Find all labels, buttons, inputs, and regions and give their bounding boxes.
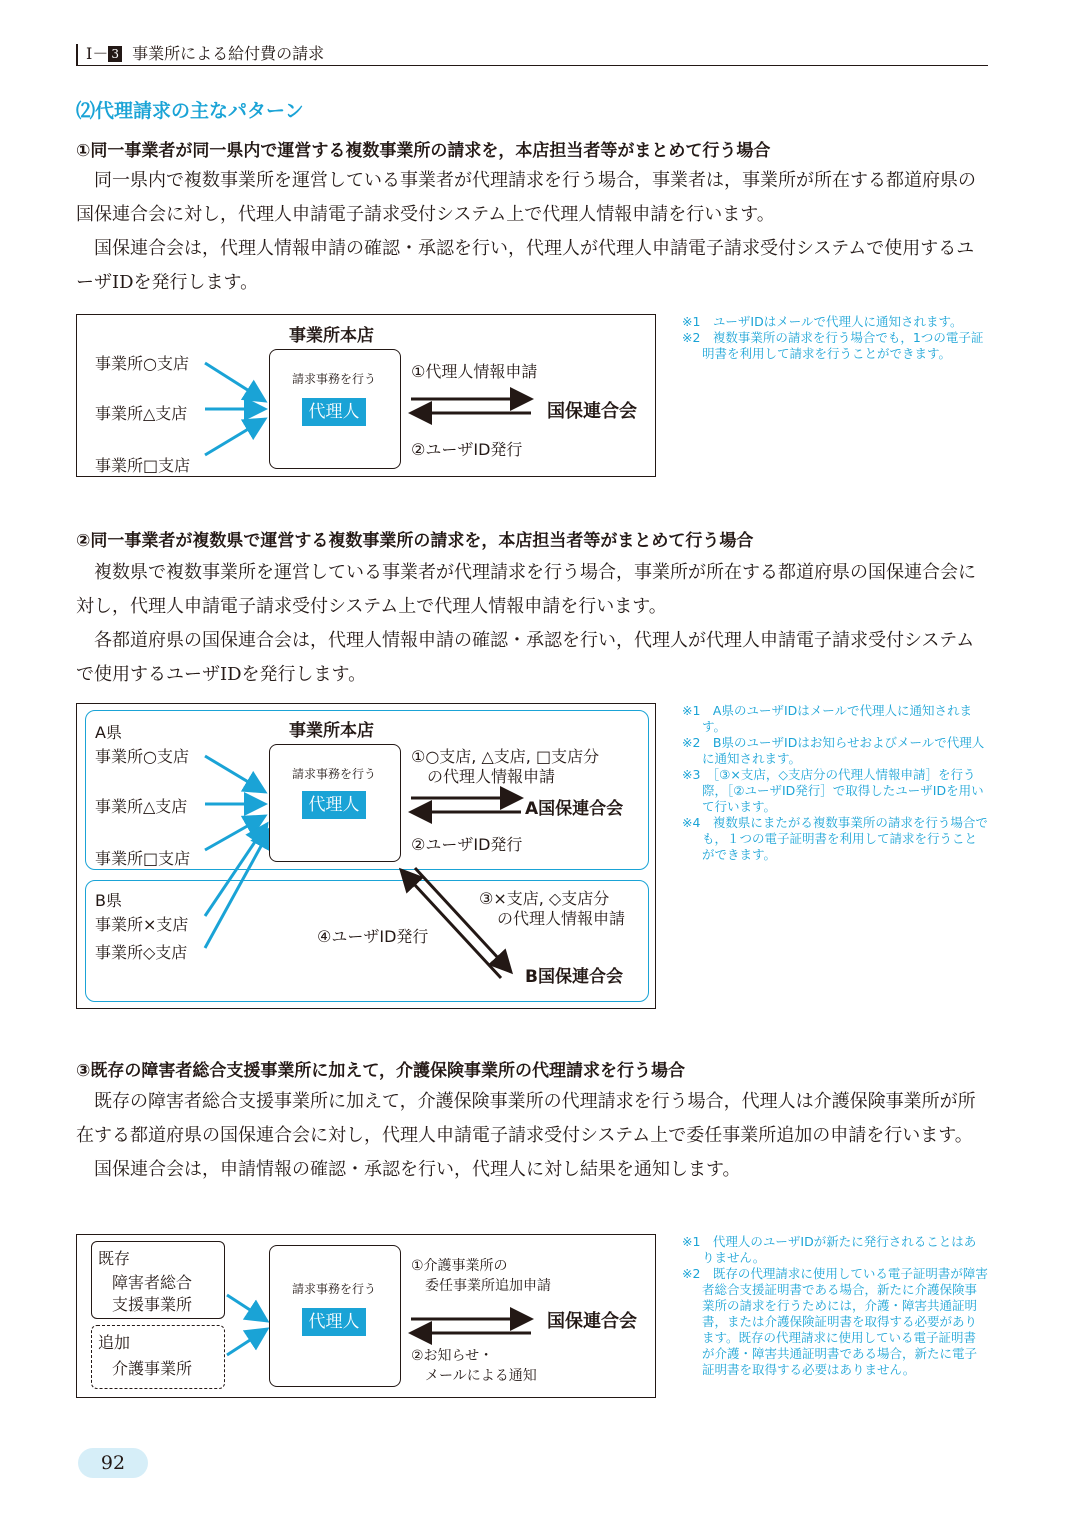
arrow-office3 xyxy=(205,419,265,455)
head-office-title: 事業所本店 xyxy=(289,326,374,346)
header-rule-left xyxy=(76,44,78,66)
step-2-line1: ②お知らせ・ xyxy=(411,1348,494,1364)
pattern1-note-1: ※1 ユーザIDはメールで代理人に通知されます。 xyxy=(682,314,963,329)
pattern3-para2: 国保連合会は，申請情報の確認・承認を行い，代理人に対し結果を通知します。 xyxy=(94,1159,741,1180)
header-dash: － xyxy=(92,44,109,63)
header-chapter-number: 3 xyxy=(108,46,122,62)
pattern2-para1: 複数県で複数事業所を運営している事業者が代理請求を行う場合，事業所が所在する都道府県の国保連合会に対し，代理人申請電子請求受付システム上で代理人情報申請を行います。 xyxy=(76,562,976,617)
pattern1-para2: 国保連合会は，代理人情報申請の確認・承認を行い，代理人が代理人申請電子請求受付システムで使用するユーザIDを発行します。 xyxy=(76,238,975,293)
agent-caption: 請求事務を行う xyxy=(292,1282,377,1296)
office-a-1: 事業所○支店 xyxy=(95,747,189,766)
agent-caption: 請求事務を行う xyxy=(292,767,377,781)
pattern2-heading: ②同一事業者が複数県で運営する複数事業所の請求を，本店担当者等がまとめて行う場合 xyxy=(76,531,754,551)
agent-badge: 代理人 xyxy=(302,791,366,819)
agent-caption: 請求事務を行う xyxy=(292,372,377,386)
pattern2-diagram xyxy=(76,703,656,1009)
page-number: 92 xyxy=(78,1448,148,1478)
agent-badge: 代理人 xyxy=(302,1308,366,1336)
running-header xyxy=(86,44,324,64)
section-title: ⑵代理請求の主なパターン xyxy=(76,100,304,122)
pattern2-note-4: ※4 複数県にまたがる複数事業所の請求を行う場合でも，１つの電子証明書を利用して請求を行うことができます。 xyxy=(682,815,988,862)
step-2-label: ②ユーザID発行 xyxy=(411,835,523,854)
pattern2-note-1: ※1 A県のユーザIDはメールで代理人に通知されます。 xyxy=(682,703,973,734)
office-3: 事業所□支店 xyxy=(95,456,191,475)
added-name: 介護事業所 xyxy=(112,1359,193,1378)
header-rule xyxy=(76,65,988,66)
pattern3-diagram xyxy=(76,1234,656,1398)
office-b-2: 事業所◇支店 xyxy=(95,943,188,962)
header-roman: Ⅰ xyxy=(86,44,93,63)
pref-b-label: B県 xyxy=(95,891,122,910)
agent-badge: 代理人 xyxy=(302,398,366,426)
target-a-federation: A国保連合会 xyxy=(525,799,624,819)
arrow-a-office1 xyxy=(205,756,265,792)
agent-box xyxy=(269,744,401,862)
pattern1-diagram xyxy=(76,314,656,477)
pattern3-heading: ③既存の障害者総合支援事業所に加えて，介護保険事業所の代理請求を行う場合 xyxy=(76,1061,686,1081)
arrow-existing xyxy=(227,1295,267,1321)
existing-office-box xyxy=(91,1241,225,1319)
step-3-line2: の代理人情報申請 xyxy=(497,909,626,928)
office-b-1: 事業所×支店 xyxy=(95,915,189,934)
pattern2-body xyxy=(76,556,988,692)
step-1-line1: ①○支店, △支店, □支店分 xyxy=(411,747,600,766)
head-office-title: 事業所本店 xyxy=(289,721,374,741)
added-label: 追加 xyxy=(98,1333,131,1352)
pref-a-label: A県 xyxy=(95,723,122,742)
target-federation: 国保連合会 xyxy=(547,1311,637,1332)
pattern1-para1: 同一県内で複数事業所を運営している事業者が代理請求を行う場合，事業者は，事業所が所在する都道府県の国保連合会に対し，代理人申請電子請求受付システム上で代理人情報申請を行います。 xyxy=(76,170,976,225)
pattern1-note-2: ※2 複数事業所の請求を行う場合でも，1つの電子証明書を利用して請求を行うことができます。 xyxy=(682,330,984,361)
pattern3-note-1: ※1 代理人のユーザIDが新たに発行されることはありません。 xyxy=(682,1234,977,1265)
step-1-line1: ①介護事業所の xyxy=(411,1258,508,1274)
existing-name-line2: 支援事業所 xyxy=(112,1295,193,1314)
pattern3-para1: 既存の障害者総合支援事業所に加えて，介護保険事業所の代理請求を行う場合，代理人は介護保険事業所が所在する都道府県の国保連合会に対し，代理人申請電子請求受付システム上で委任事業所追加の申請を行います。 xyxy=(76,1091,976,1146)
agent-box xyxy=(269,349,401,469)
pattern2-notes xyxy=(682,703,988,863)
arrow-office1 xyxy=(205,363,265,401)
target-b-federation: B国保連合会 xyxy=(525,967,623,987)
step-2-label: ②ユーザID発行 xyxy=(411,440,523,459)
pattern1-body xyxy=(76,164,988,300)
step-4-label: ④ユーザID発行 xyxy=(317,927,429,946)
pattern3-note-2: ※2 既存の代理請求に使用している電子証明書が障害者総合支援証明書である場合，新たに介護保険事業所の請求を行うためには，介護・障害共通証明書，または介護保険証明書を取得する必要があります。既存の代理請求に使用している電子証明書が介護・障害共通証明書である場合，新たに電子証明書を取得する必要はありません。 xyxy=(682,1266,988,1377)
office-a-2: 事業所△支店 xyxy=(95,797,188,816)
existing-label: 既存 xyxy=(98,1249,131,1268)
step-3-line1: ③×支店, ◇支店分 xyxy=(479,889,610,908)
step-1-line2: の代理人情報申請 xyxy=(427,767,556,786)
header-title: 事業所による給付費の請求 xyxy=(132,44,325,63)
agent-box xyxy=(269,1245,401,1387)
office-2: 事業所△支店 xyxy=(95,404,188,423)
pattern3-notes xyxy=(682,1234,988,1378)
arrow-b-office1 xyxy=(205,824,267,916)
pattern2-note-3: ※3 ［③×支店，◇支店分の代理人情報申請］を行う際，［②ユーザID発行］で取得したユーザIDを用いて行います。 xyxy=(682,767,984,814)
office-1: 事業所○支店 xyxy=(95,354,189,373)
pattern2-note-2: ※2 B県のユーザIDはお知らせおよびメールで代理人に通知されます。 xyxy=(682,735,985,766)
step-2-line2: メールによる通知 xyxy=(425,1368,537,1384)
office-a-3: 事業所□支店 xyxy=(95,849,191,868)
added-office-box xyxy=(91,1325,225,1389)
pattern1-notes xyxy=(682,314,988,362)
arrow-added xyxy=(227,1329,267,1355)
arrow-a-office3 xyxy=(205,816,265,850)
pattern1-heading: ①同一事業者が同一県内で運営する複数事業所の請求を，本店担当者等がまとめて行う場合 xyxy=(76,141,771,161)
existing-name-line1: 障害者総合 xyxy=(112,1273,193,1292)
pattern3-body xyxy=(76,1085,988,1187)
pattern2-para2: 各都道府県の国保連合会は，代理人情報申請の確認・承認を行い，代理人が代理人申請電子請求受付システムで使用するユーザIDを発行します。 xyxy=(76,630,975,685)
target-federation: 国保連合会 xyxy=(547,401,637,422)
step-1-line2: 委任事業所追加申請 xyxy=(425,1278,551,1294)
step-1-label: ①代理人情報申請 xyxy=(411,362,538,381)
